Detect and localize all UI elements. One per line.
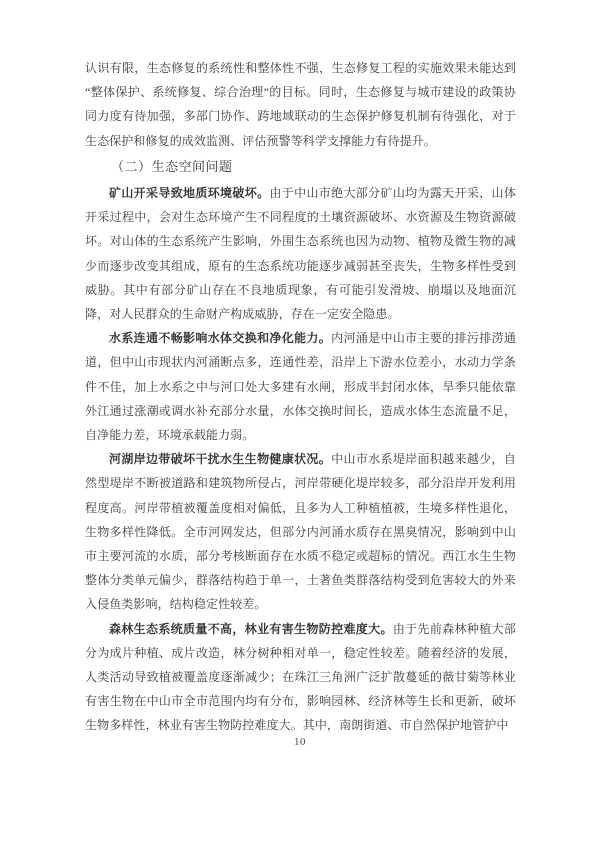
page-number: 10 bbox=[294, 736, 306, 748]
section-heading: （二）生态空间问题 bbox=[111, 158, 233, 174]
paragraph: 矿山开采导致地质环境破坏。由于中山市绝大部分矿山均为露天开采，山体开采过程中，会对生态环境产生不同程度的土壤资源破坏、水资源及生物资源破坏。对山体的生态系统产生影响，外围生态系统也因为动物、植物及微生物的减少而逐步改变其组成，原有的生态系统功能逐步减弱甚至丧失，生物多样性受到威胁。其中有部分矿山存在不良地质现象，有可能引发滑坡、崩塌以及地面沉降，对人民群众的生命财产构成威胁，存在一定安全隐患。 bbox=[85, 186, 516, 322]
paragraph-lead: 矿山开采导致地质环境破坏。 bbox=[109, 186, 270, 201]
paragraph-lead: 水系连通不畅影响水体交换和净化能力。 bbox=[109, 331, 332, 346]
paragraph-lead: 河湖岸边带破坏干扰水生生物健康状况。 bbox=[109, 452, 332, 467]
paragraph: 水系连通不畅影响水体交换和净化能力。内河涌是中山市主要的排污排涝通道，但中山市现状内河涌断点多，连通性差，沿岸上下游水位差小，水动力学条件不佳，加上水系之中与河口处大多建有水闸，形成半封闭水体，旱季只能依靠外江通过涨潮或调水补充部分水量，水体交换时间长，造成水体生态流量不足，自净能力差，环境承载能力弱。 bbox=[85, 331, 516, 443]
paragraph: 森林生态系统质量不高，林业有害生物防控难度大。由于先前森林种植大部分为成片种植、成片改造，林分树种相对单一，稳定性较差。随着经济的发展，人类活动导致植被覆盖度逐渐减少；在珠江三角洲广泛扩散蔓延的薇甘菊等林业有害生物在中山市全市范围内均有分布，影响园林、经济林等生长和更新，破坏生物多样性，林业有害生物防控难度大。其中，南朗街道、市自然保护地管护中 bbox=[85, 621, 516, 733]
paragraph-lead: 森林生态系统质量不高，林业有害生物防控难度大。 bbox=[109, 621, 393, 636]
paragraph: 河湖岸边带破坏干扰水生生物健康状况。中山市水系堤岸面积越来越少，自然型堤岸不断被道路和建筑物所侵占，河岸带硬化堤岸较多，部分沿岸开发利用程度高。河岸带植被覆盖度相对偏低，且多为人工种植植被，生境多样性退化，生物多样性降低。全市河网发达，但部分内河涌水质存在黑臭情况，影响到中山市主要河流的水质，部分考核断面存在水质不稳定或超标的情况。西江水生生物整体分类单元偏少，群落结构趋于单一，土著鱼类群落结构受到危害较大的外来入侵鱼类影响，结构稳定性较差。 bbox=[85, 452, 516, 612]
text-column bbox=[85, 56, 516, 738]
paragraph: 认识有限，生态修复的系统性和整体性不强，生态修复工程的实施效果未能达到“整体保护、系统修复、综合治理”的目标。同时，生态修复与城市建设的政策协同力度有待加强，多部门协作、跨地域联动的生态保护修复机制有待强化，对于生态保护和修复的成效监测、评估预警等科学支撑能力有待提升。 bbox=[85, 61, 516, 148]
